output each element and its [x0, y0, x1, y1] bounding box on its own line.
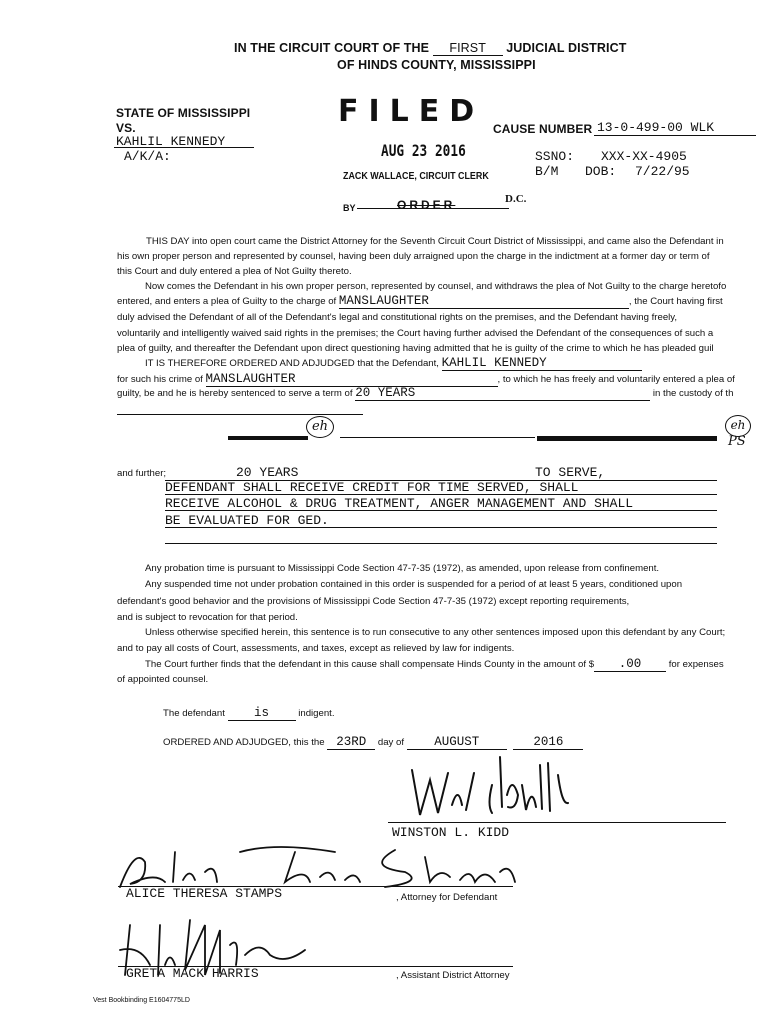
probation-line3: defendant's good behavior and the provisions of Mississippi Code Section 47-7-35 (1972) except reporting requirements,: [117, 596, 630, 607]
paragraph2-line5: plea of guilty, and thereafter the Defendant upon direct questioning having admitted that he is guilty of the crime to which he has pleaded guil: [117, 343, 714, 354]
judge-signature: [392, 745, 592, 825]
further-line3: BE EVALUATED FOR GED.: [165, 513, 329, 528]
by-label: BY: [343, 203, 356, 213]
filed-date: AUG 23 2016: [381, 141, 466, 160]
paragraph2-line1: Now comes the Defendant in his own proper person, represented by counsel, and withdraws the plea of Not Guilty to the charge heretofo: [145, 281, 727, 292]
paragraph1-line2: his own proper person and represented by counsel, having been duly arraigned upon the charge in the indictment at a former day or term of: [117, 251, 710, 262]
initials-mark-1: eh: [306, 416, 334, 438]
indigent-line: The defendant is indigent.: [163, 706, 335, 720]
paragraph2-line3: duly advised the Defendant of all of the Defendant's legal and constitutional rights on the premises, and the Defendant having freely,: [117, 312, 678, 323]
attorney-role: , Attorney for Defendant: [396, 892, 498, 903]
versus-label: VS.: [116, 121, 136, 135]
probation-line5: Unless otherwise specified herein, this sentence is to run consecutive to any other sentences imposed upon this defendant by any Court;: [145, 627, 726, 638]
strike-mark-left: [228, 436, 308, 440]
ordered-line: ORDERED AND ADJUDGED, this the 23RD day of AUGUST 2016: [163, 735, 583, 750]
cause-number-line: [594, 135, 756, 136]
year-field: 2016: [513, 735, 583, 750]
further-line2: RECEIVE ALCOHOL & DRUG TREATMENT, ANGER MANAGEMENT AND SHALL: [165, 496, 634, 511]
probation-line2: Any suspended time not under probation contained in this order is suspended for a period of at least 5 years, conditioned upon: [145, 579, 683, 590]
further-line-3: [165, 527, 717, 528]
district-field: FIRST: [433, 41, 503, 56]
strike-mark-right: [537, 436, 717, 441]
crime-field: MANSLAUGHTER: [206, 372, 498, 387]
further-to-serve: TO SERVE,: [535, 465, 606, 480]
term-field: 20 YEARS: [355, 386, 650, 401]
further-line-2: [165, 510, 717, 511]
paragraph3-line3: guilty, be and he is hereby sentenced to serve a term of 20 YEARS in the custody of th: [117, 386, 734, 400]
probation-line4: and is subject to revocation for that period.: [117, 612, 298, 623]
cause-number: 13-0-499-00 WLK: [597, 120, 715, 135]
day-field: 23RD: [327, 735, 375, 750]
race-sex: B/M: [535, 164, 559, 179]
amount-field: .00: [594, 657, 666, 672]
paragraph2-line4: voluntarily and intelligently waived said rights in the premises; the Court having further advised the Defendant of the consequences of such a: [117, 328, 714, 339]
defendant-name-field: KAHLIL KENNEDY: [442, 356, 642, 371]
compensation-line2: of appointed counsel.: [117, 674, 209, 685]
cause-number-label: CAUSE NUMBER: [493, 122, 593, 136]
further-line1: DEFENDANT SHALL RECEIVE CREDIT FOR TIME SERVED, SHALL: [165, 480, 579, 495]
ssno-value: XXX-XX-4905: [601, 149, 687, 164]
aka-label: A/K/A:: [124, 149, 171, 164]
initials-mark-2: eh: [725, 415, 751, 437]
probation-line6: and to pay all costs of Court, assessments, and taxes, except as relieved by law for indigents.: [117, 643, 515, 654]
deputy-clerk-label: D.C.: [505, 193, 527, 205]
paragraph1-line1: THIS DAY into open court came the District Attorney for the Seventh Circuit Court District of Mississippi, and came also the Defendant in: [146, 236, 724, 247]
ssno-label: SSNO:: [535, 149, 575, 164]
further-years: 20 YEARS: [236, 465, 299, 480]
ada-name: GRETA MACK HARRIS: [126, 966, 259, 981]
filed-stamp: FILED: [338, 94, 485, 129]
defendant-underline: [114, 147, 254, 148]
court-header-line2: OF HINDS COUNTY, MISSISSIPPI: [337, 58, 536, 72]
paragraph1-line3: this Court and duly entered a plea of Not Guilty thereto.: [117, 266, 352, 277]
probation-line1: Any probation time is pursuant to Mississippi Code Section 47-7-35 (1972), as amended, upon release from confinement.: [145, 563, 660, 574]
further-line-1: [165, 494, 717, 495]
initials-ps: PS: [728, 434, 746, 449]
court-header-line1: [234, 41, 626, 56]
paragraph3-line1: IT IS THEREFORE ORDERED AND ADJUDGED that the Defendant, KAHLIL KENNEDY: [145, 356, 642, 371]
ada-role: , Assistant District Attorney: [396, 970, 510, 981]
judge-name: WINSTON L. KIDD: [392, 825, 510, 840]
blank-line-1: [117, 414, 363, 415]
attorney-name: ALICE THERESA STAMPS: [126, 886, 283, 901]
dob-value: 7/22/95: [635, 164, 690, 179]
indigent-field: is: [228, 706, 296, 721]
blank-line-2: [340, 437, 535, 438]
order-title: ORDER: [397, 198, 456, 212]
dob-label: DOB:: [585, 164, 617, 179]
paragraph2-line2: entered, and enters a plea of Guilty to the charge of MANSLAUGHTER , the Court having first: [117, 294, 723, 308]
plaintiff-name: STATE OF MISSISSIPPI: [116, 106, 251, 120]
charge-field: MANSLAUGHTER: [339, 294, 629, 309]
further-label: and further;: [117, 468, 167, 479]
defendant-name-caption: KAHLIL KENNEDY: [116, 134, 226, 149]
month-field: AUGUST: [407, 735, 507, 750]
further-line-4: [165, 543, 717, 544]
paragraph3-line2: for such his crime of MANSLAUGHTER , to which he has freely and voluntarily entered a plea of: [117, 372, 735, 386]
circuit-clerk: ZACK WALLACE, CIRCUIT CLERK: [343, 170, 489, 182]
compensation-line: The Court further finds that the defendant in this cause shall compensate Hinds County in the amount of $ .00 for expenses: [145, 657, 724, 671]
header-suffix: JUDICIAL DISTRICT: [506, 41, 627, 55]
judge-sig-line: [388, 822, 726, 823]
header-prefix: IN THE CIRCUIT COURT OF THE: [234, 41, 430, 55]
footer-vendor: Vest Bookbinding E1604775LD: [93, 997, 190, 1004]
